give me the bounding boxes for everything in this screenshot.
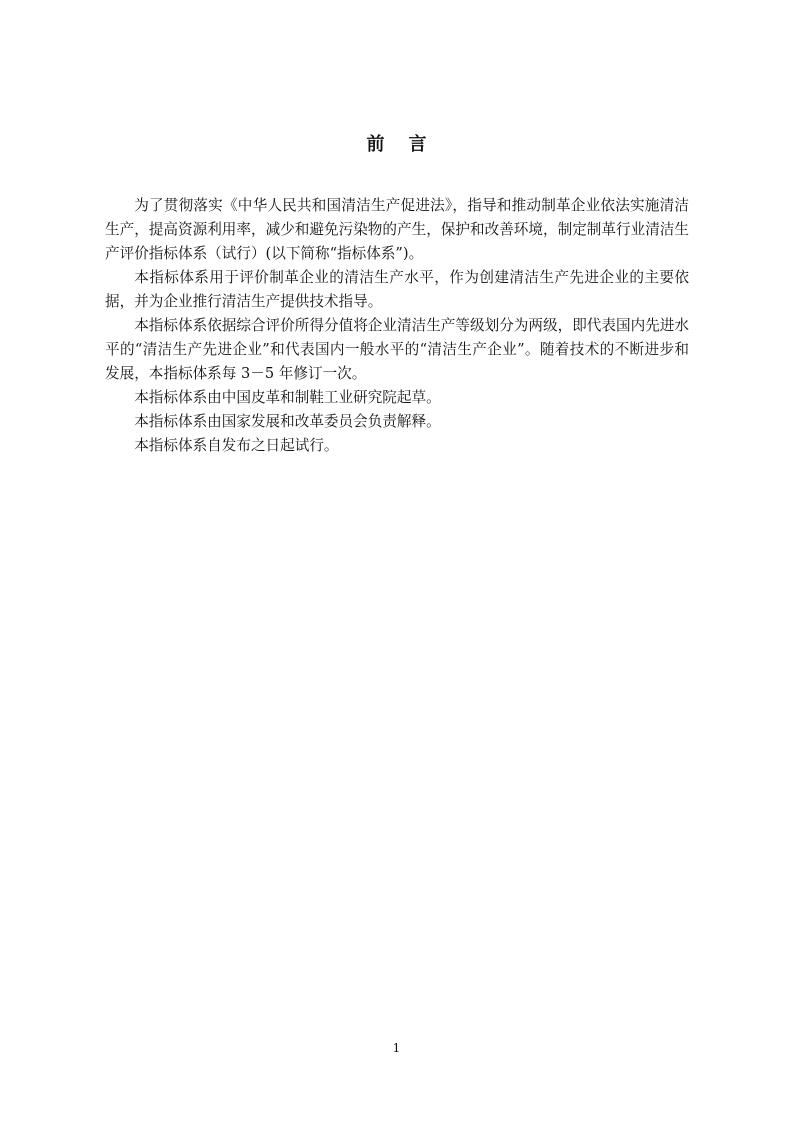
paragraph-effective: 本指标体系自发布之日起试行。 bbox=[134, 437, 339, 454]
paragraph-usage: 本指标体系用于评价制革企业的清洁生产水平，作为创建清洁生产先进企业的主要依据，并为企业推行清洁生产提供技术指导。 bbox=[105, 269, 689, 310]
page-title: 前言 bbox=[366, 134, 451, 155]
preface-body bbox=[105, 194, 689, 458]
page-number: 1 bbox=[392, 1041, 401, 1055]
paragraph-drafter: 本指标体系由中国皮革和制鞋工业研究院起草。 bbox=[134, 389, 441, 406]
paragraph-interpretation: 本指标体系由国家发展和改革委员会负责解释。 bbox=[134, 413, 441, 430]
paragraph-grading: 本指标体系依据综合评价所得分值将企业清洁生产等级划分为两级，即代表国内先进水平的“清洁生产先进企业”和代表国内一般水平的“清洁生产企业”。随着技术的不断进步和发展，本指标体系每 3－5 年修订一次。 bbox=[105, 317, 689, 382]
paragraph-purpose: 为了贯彻落实《中华人民共和国清洁生产促进法》，指导和推动制革企业依法实施清洁生产，提高资源利用率，减少和避免污染物的产生，保护和改善环境，制定制革行业清洁生产评价指标体系（试行）(以下简称“指标体系”)。 bbox=[105, 197, 689, 262]
